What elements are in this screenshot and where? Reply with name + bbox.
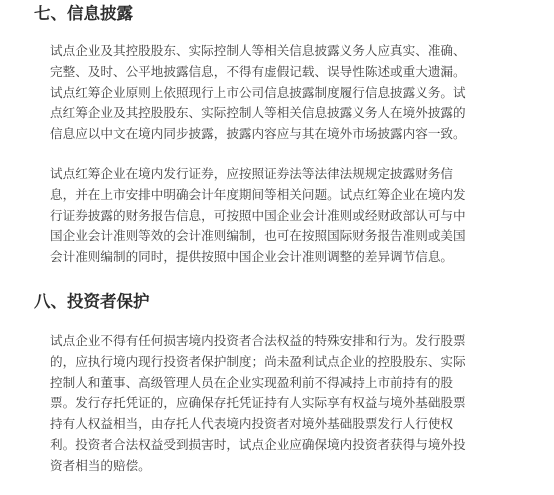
text-line: 试点企业不得有任何损害境内投资者合法权益的特殊安排和行为。发行股票	[50, 333, 466, 348]
text-line: 息，并在上市安排中明确会计年度期间等相关问题。试点红筹企业在境内发	[50, 186, 466, 202]
text-line: 控制人和董事、高级管理人员在企业实现盈利前不得减持上市前持有的股	[50, 374, 453, 390]
paragraph-financial-disclosure	[50, 164, 530, 268]
text-line: 信息应以中文在境内同步披露，披露内容应与其在境外市场披露内容一致。	[50, 126, 466, 142]
paragraph-disclosure-obligations	[50, 41, 530, 145]
text-line: 试点红筹企业在境内发行证券，应按照证券法等法律法规规定披露财务信	[50, 166, 453, 181]
text-line: 完整、及时、公平地披露信息，不得有虚假记载、误导性陈述或重大遗漏。	[50, 63, 466, 79]
text-line: 行证券披露的财务报告信息，可按照中国企业会计准则或经财政部认可与中	[50, 207, 466, 223]
text-line: 试点红筹企业原则上依照现行上市公司信息披露制度履行信息披露义务。试	[50, 84, 466, 100]
text-line: 点红筹企业及其控股股东、实际控制人等相关信息披露义务人在境外披露的	[50, 105, 466, 121]
text-line: 持有人权益相当，由存托人代表境内投资者对境外基础股票发行人行使权	[50, 416, 453, 432]
section-heading-disclosure: 七、信息披露	[34, 4, 133, 23]
text-line: 的，应执行境内现行投资者保护制度；尚未盈利试点企业的控股股东、实际	[50, 353, 466, 369]
section-heading-investor-protection: 八、投资者保护	[34, 292, 150, 311]
text-line: 资者相当的赔偿。	[50, 457, 151, 473]
text-line: 试点企业及其控股股东、实际控制人等相关信息披露义务人应真实、准确、	[50, 43, 466, 58]
paragraph-investor-protection	[50, 331, 530, 477]
text-line: 利。投资者合法权益受到损害时，试点企业应确保境内投资者获得与境外投	[50, 436, 466, 452]
text-line: 国企业会计准则等效的会计准则编制，也可在按照国际财务报告准则或美国	[50, 228, 466, 244]
text-line: 票。发行存托凭证的，应确保存托凭证持有人实际享有权益与境外基础股票	[50, 395, 466, 411]
text-line: 会计准则编制的同时，提供按照中国企业会计准则调整的差异调节信息。	[50, 249, 453, 265]
